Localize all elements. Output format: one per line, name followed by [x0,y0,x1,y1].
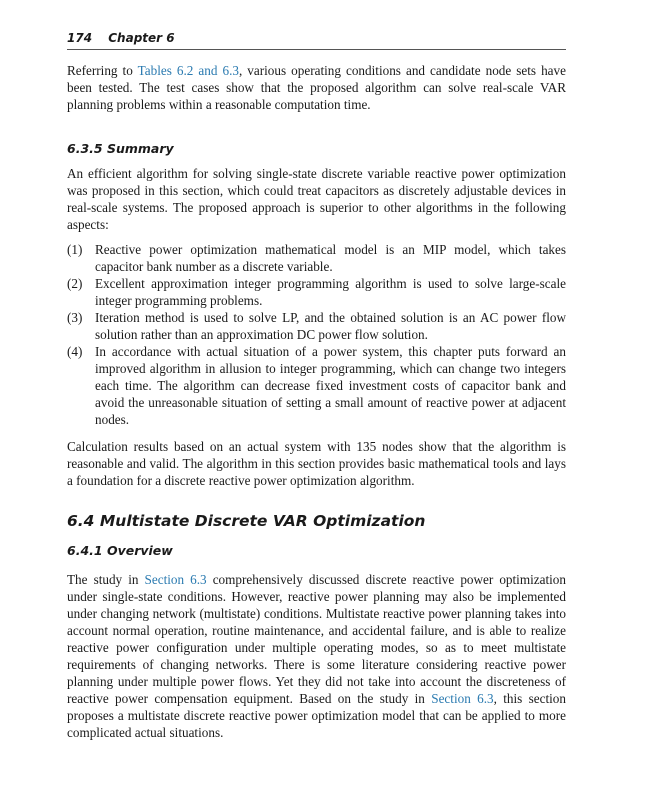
paragraph-text: , this section proposes a multistate discrete reactive power optimization model that can be applied to more complicated actual situations. [67,691,566,740]
summary-list [67,241,566,428]
list-text: Iteration method is used to solve LP, and the obtained solution is an AC power flow solution rather than an approximation DC power flow solution. [95,310,566,342]
overview-paragraph [67,571,566,741]
overview-heading: 6.4.1 Overview [67,543,173,558]
list-number: (2) [67,276,83,291]
summary-conclusion-paragraph: Calculation results based on an actual system with 135 nodes show that the algorithm is reasonable and valid. The algorithm in this section provides basic mathematical tools and lays a foundation for a discrete reactive power optimization algorithm. [67,439,566,488]
intro-paragraph [67,62,566,113]
paragraph-text: Referring to [67,63,138,78]
chapter-label: Chapter 6 [108,31,175,45]
list-item [67,275,566,309]
running-head [67,30,566,50]
list-number: (1) [67,242,83,257]
list-text: Excellent approximation integer programming algorithm is used to solve large-scale integer programming problems. [95,276,566,308]
cross-reference-link[interactable]: Section 6.3 [144,572,207,587]
paragraph-text: The study in [67,572,145,587]
cross-reference-link[interactable]: Section 6.3 [431,691,494,706]
list-item [67,343,566,428]
list-number: (4) [67,344,83,359]
list-text: In accordance with actual situation of a power system, this chapter puts forward an improved algorithm in allusion to integer programming, which can change two integers each time. The algorithm can decrease fixed investment costs of capacitor bank and avoid the unreasonable situation of setting a small amount of reactive power at adjacent nodes. [95,344,566,427]
page [67,0,566,761]
list-text: Reactive power optimization mathematical model is an MIP model, which takes capacitor bank number as a discrete variable. [95,242,566,274]
paragraph-text: comprehensively discussed discrete reactive power optimization under single-state conditions. However, reactive power planning may also be implemented under changing network (multistate) conditions. Multistate reactive power planning takes into account normal operation, routine maintenance, and accidental failure, and is able to realize reactive power configuration under multiple operating modes, so as to meet multistate requirements of changing networks. There is some literature considering reactive power planning under multiple power flows. Yet they did not take into account the discreteness of reactive power compensation equipment. Based on the study in [67,572,566,706]
summary-heading: 6.3.5 Summary [67,141,174,156]
summary-intro-paragraph: An efficient algorithm for solving single-state discrete variable reactive power optimization was proposed in this section, which could treat capacitors as discretely adjustable devices in real-scale systems. The proposed approach is superior to other algorithms in the following aspects: [67,166,566,232]
list-item [67,241,566,275]
list-item [67,309,566,343]
page-number: 174 [67,31,93,45]
section-heading: 6.4 Multistate Discrete VAR Optimization [67,512,426,530]
cross-reference-link[interactable]: Tables 6.2 and 6.3 [137,63,239,78]
list-number: (3) [67,310,83,325]
paragraph-text: , various operating conditions and candidate node sets have been tested. The test cases show that the proposed algorithm can solve real-scale VAR planning problems within a reasonable computation time. [67,63,566,112]
